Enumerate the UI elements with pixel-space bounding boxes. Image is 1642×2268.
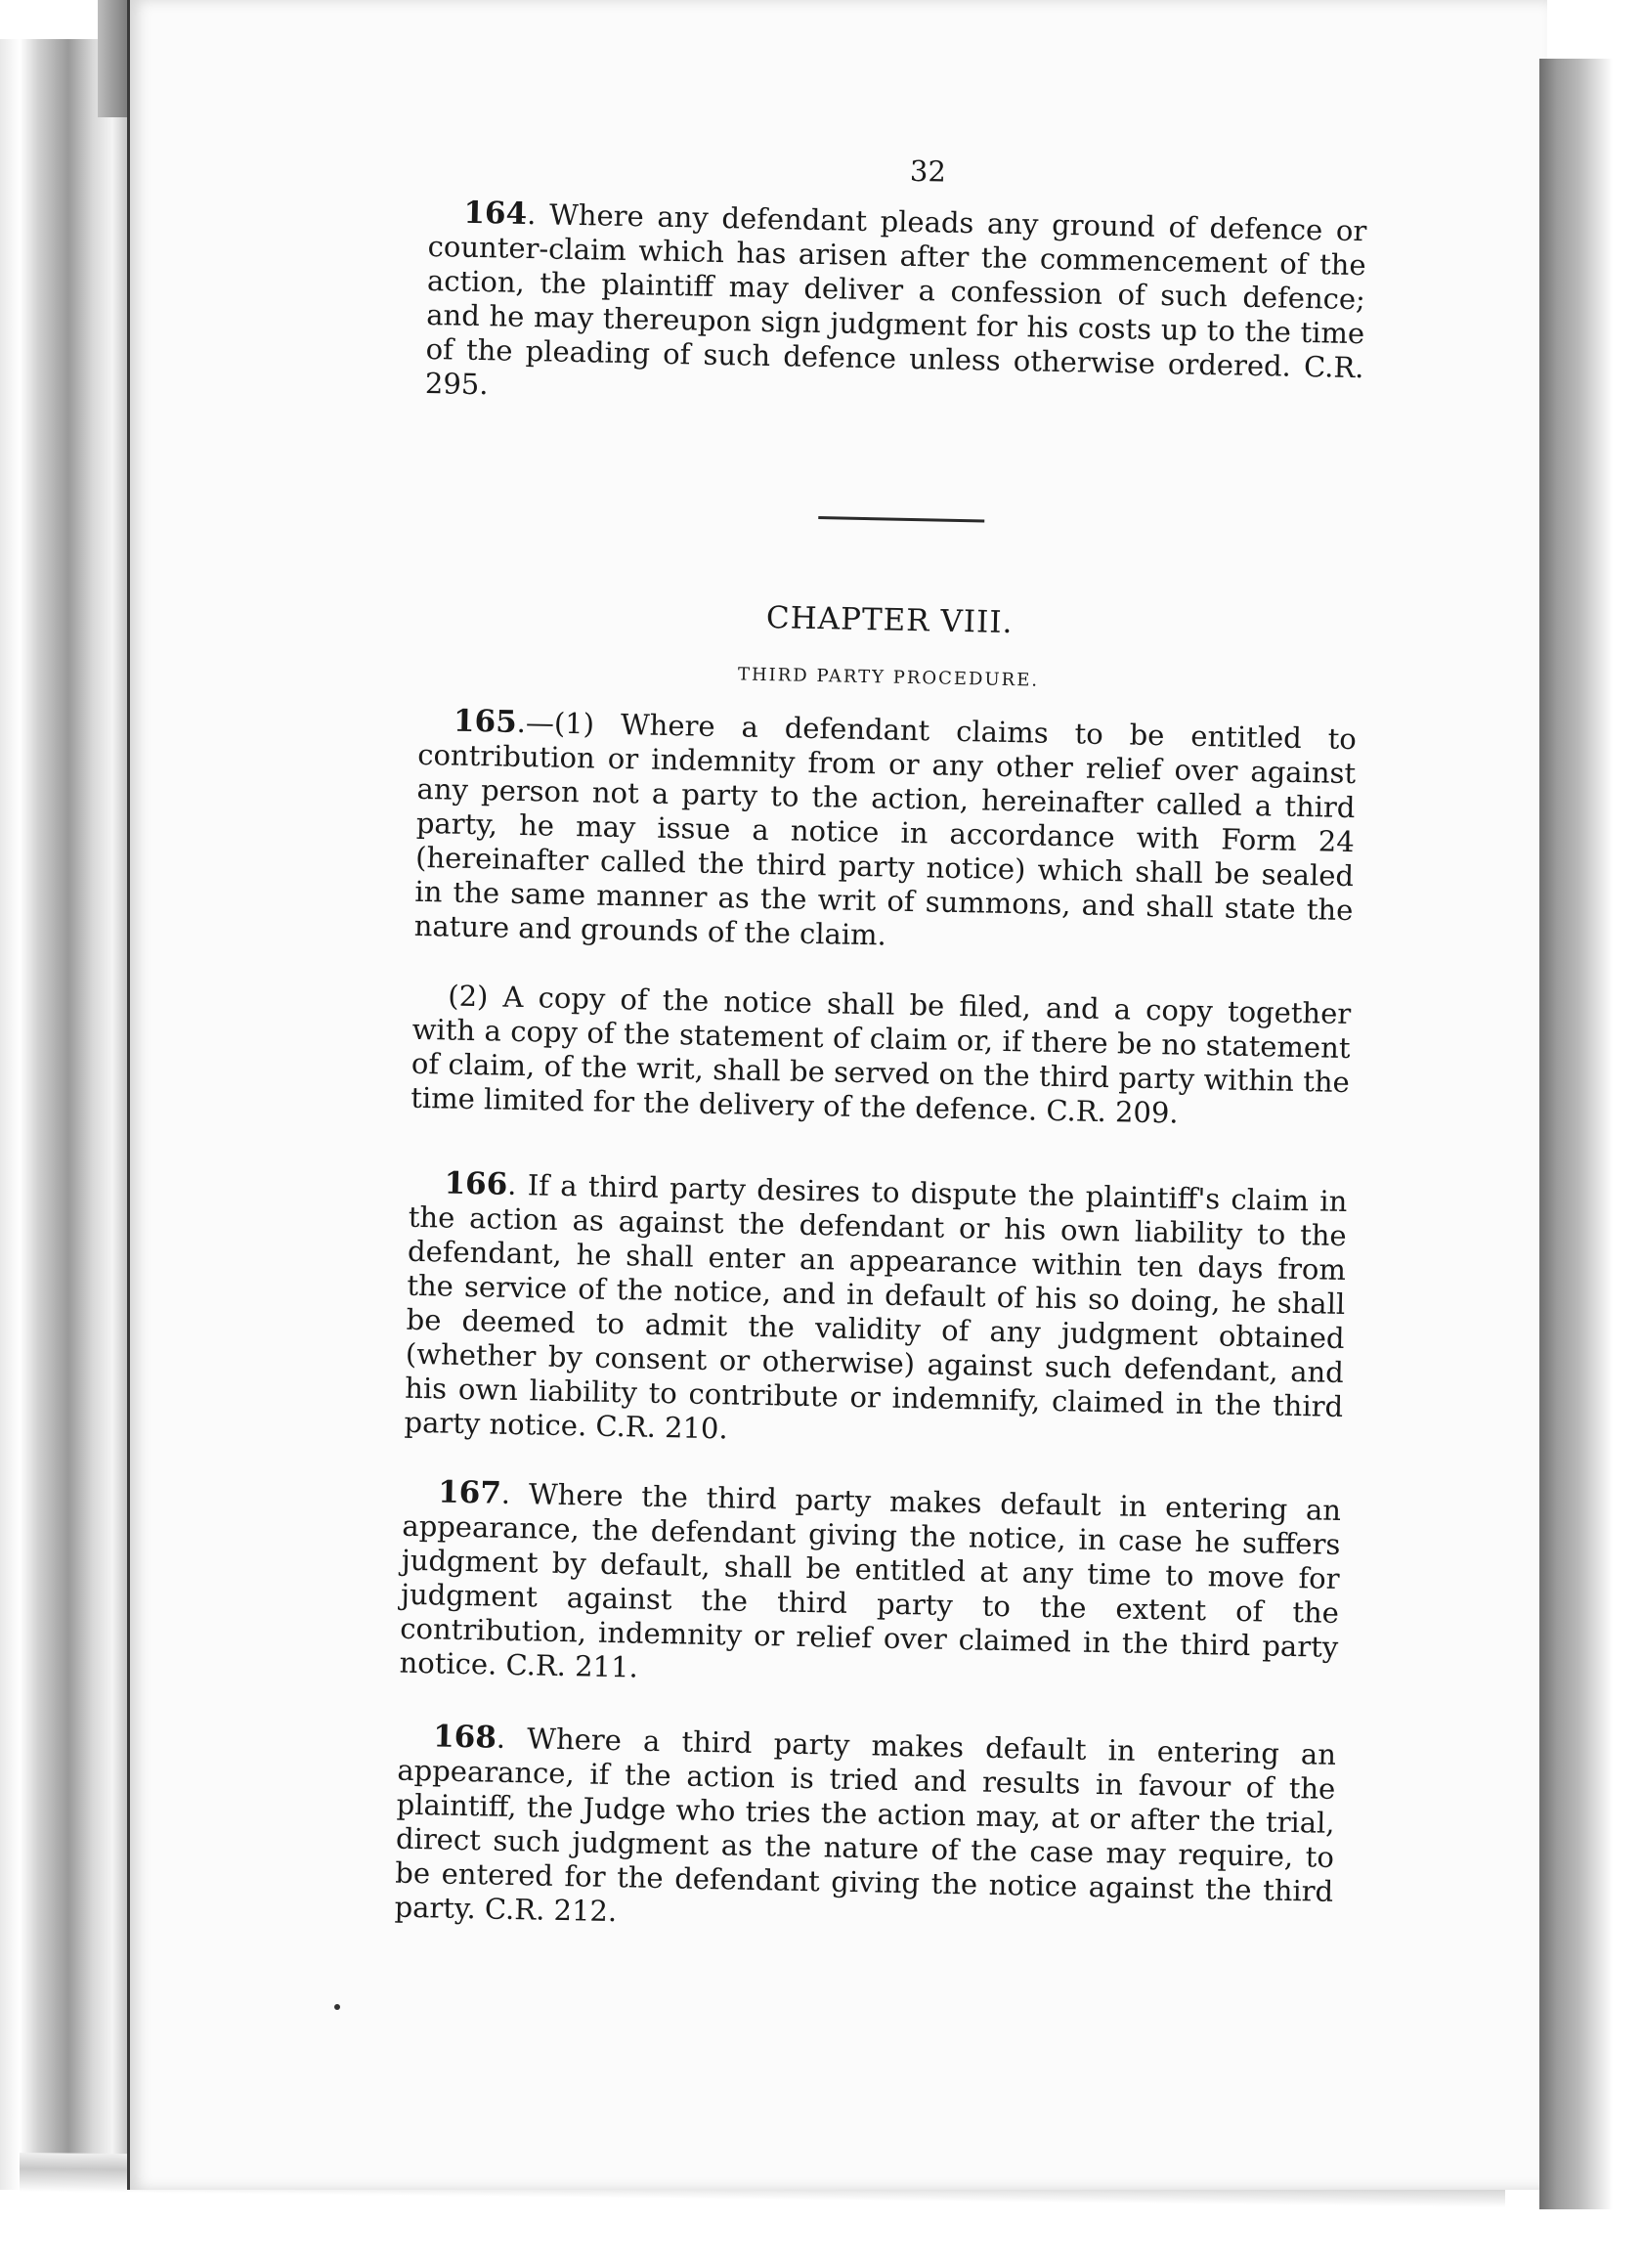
chapter-title: CHAPTER VIII. [765,600,1014,641]
section-divider [818,516,984,522]
chapter-subtitle: THIRD PARTY PROCEDURE. [737,664,1040,691]
section-text: . Where any defendant pleads any ground of defence or counter-claim which has arisen after the commencement of the action, the plaintiff may deliver a confession of such defence; and he may thereupon sign judgment for his costs up to the time of the pleading of such defence unless otherwise ordered. C.R. 295. [424,197,1367,402]
section-165-part-2: (2) A copy of the notice shall be filed, and a copy together with a copy of the statement of claim or, if there be no statement of claim, of the writ, shall be served on the third party within the time limited for the delivery of the defence. C.R. 209. [410,979,1352,1130]
page-content [394,137,1368,1943]
section-165-part-1 [413,704,1357,962]
ink-speck [334,2004,340,2010]
section-164 [425,196,1367,419]
book-page-stack [0,39,147,2190]
section-number: 164 [463,195,528,233]
book-right-edge [1539,59,1642,2209]
section-166 [404,1166,1347,1459]
section-number: 166 [444,1165,508,1202]
section-text: . Where a third party makes default in entering an appearance, if the action is tried and results in favour of the plaintiff, the Judge who tries the action may, at or after the trial, direct such judgment as the nature of the case may require, to be entered for the defendant giving the notice against the third party. C.R. 212. [394,1721,1337,1929]
section-number: 165 [453,703,518,740]
section-number: 168 [432,1719,497,1756]
section-text: . If a third party desires to dispute the plaintiff's claim in the action as against the defendant or his own liability to the defendant, he shall enter an appearance within ten days from the service of the notice, and in default of his so doing, he shall be deemed to admit the validity of any judgment obtained (whether by consent or otherwise) against such defendant, and his own liability to contribute or indemnify, claimed in the third party notice. C.R. 210. [404,1167,1348,1446]
page-number: 32 [909,153,947,189]
section-text: . Where the third party makes default in entering an appearance, the defendant giving the notice, in case he suffers judgment by default, shall be entitled at any time to move for judgment against the third party to the extent of the contribution, indemnity or relief over claimed in the third party notice. C.R. 211. [399,1476,1342,1684]
section-168 [394,1720,1336,1943]
section-167 [399,1475,1341,1699]
section-text: .—(1) Where a defendant claims to be entitled to contribution or indemnity from or any other relief over against any person not a party to the action, hereinafter called a third party, he may issue a notice in accordance with Form 24 (hereinafter called the third party notice) which shall be sealed in the same manner as the writ of summons, and shall state the nature and grounds of the claim. [413,705,1358,952]
section-number: 167 [437,1474,502,1511]
